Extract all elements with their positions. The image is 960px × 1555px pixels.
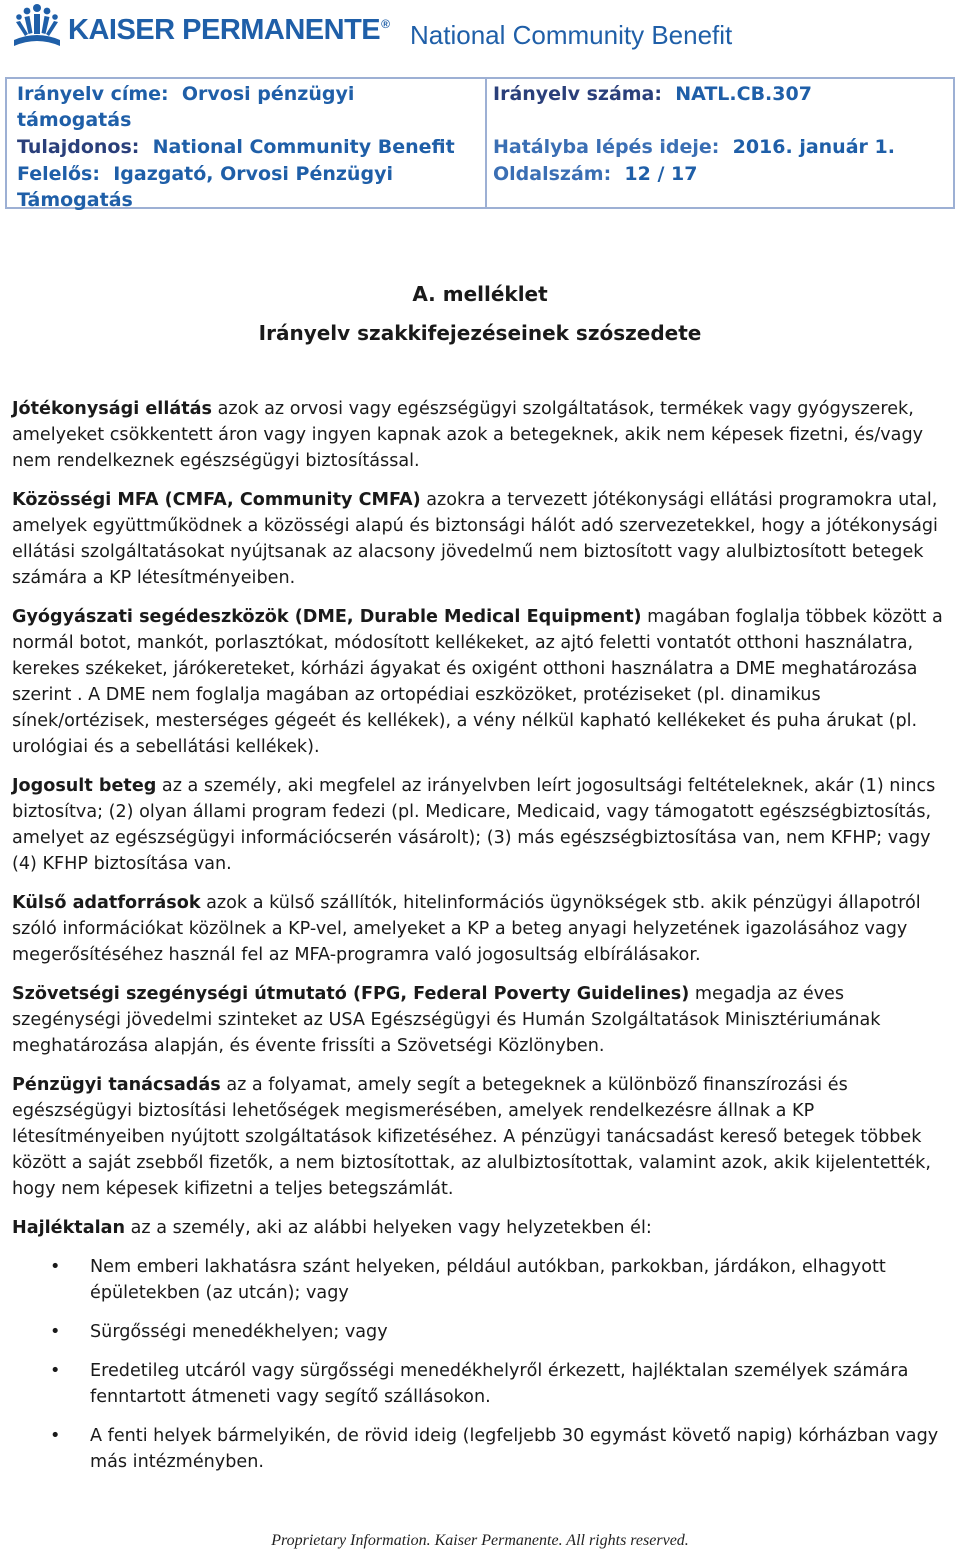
glossary-term: Jogosult beteg	[12, 776, 157, 796]
glossary-definition: megadja az éves szegénységi jövedelmi szinteket az USA Egészségügyi és Humán Szolgáltatások Minisztériumának meghatározása alapján, és évente frissíti a Szövetségi Közlönyben.	[12, 984, 881, 1056]
glossary-term: Gyógyászati segédeszközök (DME, Durable Medical Equipment)	[12, 607, 642, 627]
brand-subtitle: National Community Benefit	[410, 20, 733, 50]
homeless-situations-list	[12, 1254, 952, 1475]
glossary-entry	[12, 773, 952, 877]
annex-title: A. melléklet	[412, 282, 548, 306]
glossary-term: Szövetségi szegénységi útmutató (FPG, Federal Poverty Guidelines)	[12, 984, 690, 1004]
list-item: • Nem emberi lakhatásra szánt helyeken, például autókban, parkokban, járdákon, elhagyott épületekben (az utcán); vagy	[12, 1254, 952, 1306]
glossary-entry	[12, 1215, 952, 1241]
list-item: • Eredetileg utcáról vagy sürgősségi menedékhelyről érkezett, hajléktalan személyek számára fenntartott átmeneti vagy segítő szállásokon.	[12, 1358, 952, 1410]
glossary-entry	[12, 981, 952, 1059]
glossary-definition: azok az orvosi vagy egészségügyi szolgáltatások, termékek vagy gyógyszerek, amelyeket csökkentett áron vagy ingyen kapnak azok a betegeknek, akik nem képesek fizetni, és/vagy nem rendelkeznek egészségügyi biztosítással.	[12, 399, 924, 471]
glossary-term: Közösségi MFA (CMFA, Community CMFA)	[12, 490, 421, 510]
page-header	[12, 2, 952, 54]
policy-info-right-column	[485, 79, 953, 207]
glossary-definition: az a személy, aki megfelel az irányelvben leírt jogosultsági feltételeknek, akár (1) nincs biztosítva; (2) olyan állami program fedezi (pl. Medicare, Medicaid, vagy támogatott egészségbiztosítás, amelyet az egészségügyi információcserén vásárolt); (3) más egészségbiztosítása van, nem KFHP; vagy (4) KFHP biztosítása van.	[12, 776, 936, 874]
glossary-definition: magában foglalja többek között a normál botot, mankót, porlasztókat, módosított kellékeket, az ajtó feletti vontatót otthoni használatra, kerekes székeket, járókereteket, kórházi ágyakat és oxigént otthoni használatra a DME meghatározása szerint . A DME nem foglalja magában az ortopédiai eszközöket, protéziseket (pl. dinamikus sínek/ortézisek, mesterséges gégeét és kellékek), a vény nélkül kapható kellékeket és puha árukat (pl. urológiai és a sebellátási kellékek).	[12, 607, 943, 757]
glossary-body	[12, 396, 952, 1488]
policy-page-cell: Oldalszám: 12 / 17	[493, 163, 698, 185]
glossary-entry	[12, 604, 952, 760]
policy-effective-cell: Hatályba lépés ideje: 2016. január 1.	[493, 136, 895, 158]
glossary-entry	[12, 487, 952, 591]
kaiser-permanente-logo-icon	[12, 2, 62, 52]
bullet-icon: •	[50, 1322, 61, 1342]
glossary-entry	[12, 890, 952, 968]
list-item: • Sürgősségi menedékhelyen; vagy	[12, 1319, 952, 1345]
glossary-definition: azok a külső szállítók, hitelinformációs ügynökségek stb. akik pénzügyi állapotról szóló információkat közölnek a KP-vel, amelyeket a KP a beteg anyagi helyzetének igazolásához vagy megerősítéséhez használ fel az MFA-programra való jogosultság elbírálásakor.	[12, 893, 921, 965]
bullet-icon: •	[50, 1257, 61, 1277]
glossary-term: Külső adatforrások	[12, 893, 201, 913]
glossary-entry	[12, 396, 952, 474]
policy-info-left-column	[7, 79, 487, 211]
glossary-term: Hajléktalan	[12, 1218, 126, 1238]
bullet-icon: •	[50, 1361, 61, 1381]
bullet-icon: •	[50, 1426, 61, 1446]
glossary-term: Pénzügyi tanácsadás	[12, 1075, 221, 1095]
policy-responsible-cell: Felelős: Igazgató, Orvosi Pénzügyi Támogatás	[17, 163, 393, 211]
policy-owner-cell: Tulajdonos: National Community Benefit	[17, 136, 455, 158]
brand-name: KAISER PERMANENTE®	[68, 14, 390, 46]
policy-title-cell: Irányelv címe: Orvosi pénzügyi támogatás	[17, 83, 355, 131]
list-item: • A fenti helyek bármelyikén, de rövid ideig (legfeljebb 30 egymást követő napig) kórházban vagy más intézményben.	[12, 1423, 952, 1475]
glossary-entry	[12, 1072, 952, 1202]
glossary-term: Jótékonysági ellátás	[12, 399, 212, 419]
glossary-definition: azokra a tervezett jótékonysági ellátási programokra utal, amelyek együttműködnek a közösségi alapú és biztonsági hálót adó szervezetekkel, hogy a jótékonysági ellátási szolgáltatásokat nyújtsanak az alacsony jövedelmű nem biztosított vagy alulbiztosított betegek számára a KP létesítményeiben.	[12, 490, 938, 588]
page-footer: Proprietary Information. Kaiser Permanente. All rights reserved.	[271, 1532, 689, 1549]
policy-number-cell: Irányelv száma: NATL.CB.307	[493, 83, 812, 105]
glossary-heading: Irányelv szakkifejezéseinek szószedete	[258, 321, 702, 345]
glossary-definition: az a folyamat, amely segít a betegeknek a különböző finanszírozási és egészségügyi biztosítási lehetőségek megismerésében, amelyek rendelkezésre állnak a KP létesítményeiben nyújtott szolgáltatások kifizetéséhez. A pénzügyi tanácsadást kereső betegek többek között a saját zsebből fizetők, a nem biztosítottak, az alulbiztosítottak, valamint azok, akik kijelentették, hogy nem képesek kifizetni a teljes betegszámlát.	[12, 1075, 931, 1199]
glossary-definition: az a személy, aki az alábbi helyeken vagy helyzetekben él:	[125, 1218, 652, 1238]
policy-info-table	[5, 77, 955, 209]
